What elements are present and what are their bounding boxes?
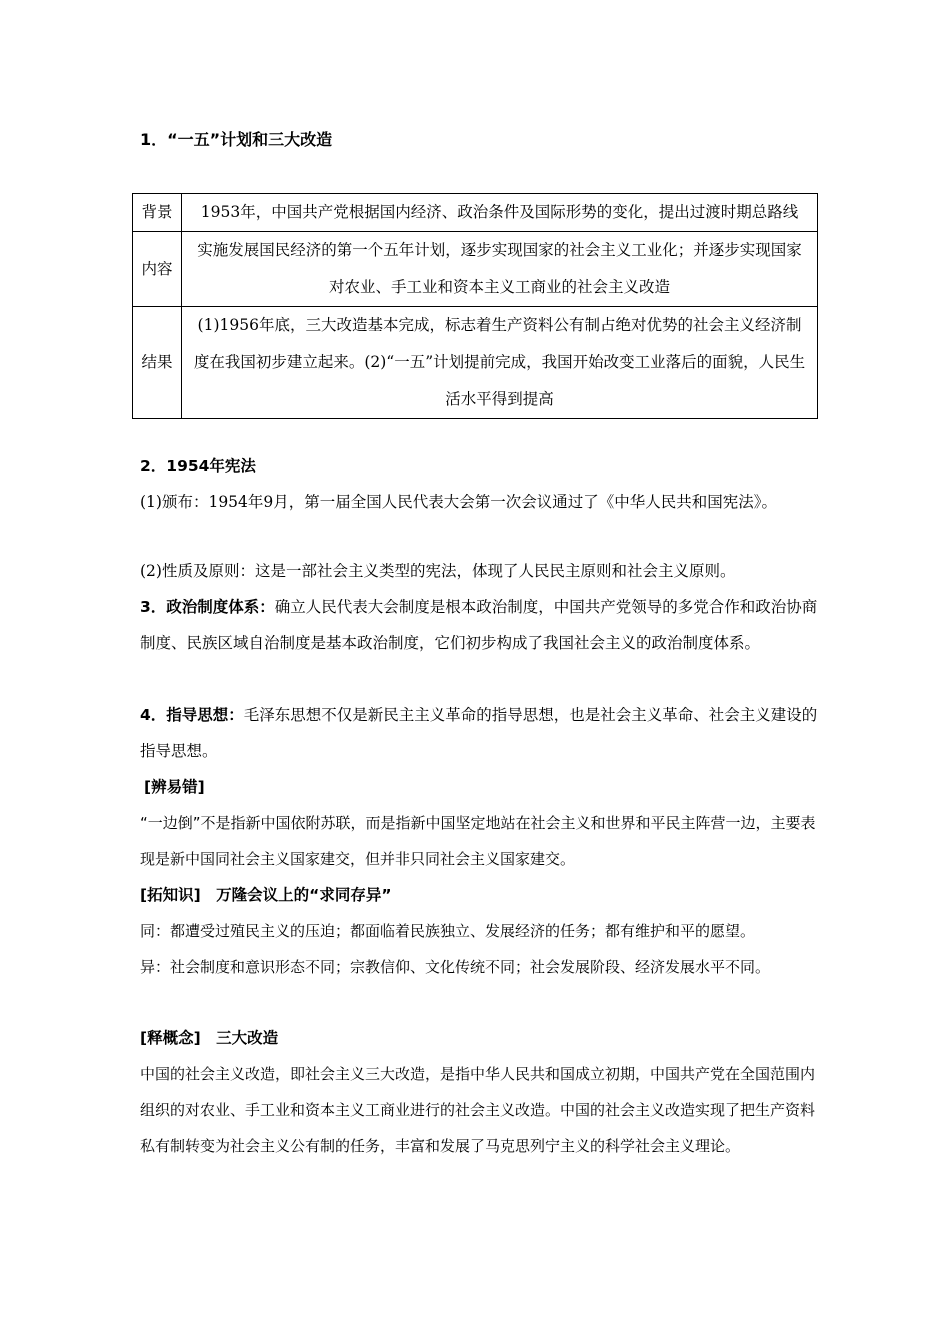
guiding-thought-paragraph xyxy=(140,697,822,769)
constitution-promulgation: (1)颁布：1954年9月，第一届全国人民代表大会第一次会议通过了《中华人民共和国宪法》。 xyxy=(140,493,778,511)
table-row xyxy=(133,307,818,419)
tuozhishi-diff: 异：社会制度和意识形态不同；宗教信仰、文化传统不同；社会发展阶段、经济发展水平不同。 xyxy=(140,958,771,976)
shigainian-text: 中国的社会主义改造，即社会主义三大改造，是指中华人民共和国成立初期，中国共产党在全国范围内组织的对农业、手工业和资本主义工商业进行的社会主义改造。中国的社会主义改造实现了把生产资料私有制转变为社会主义公有制的任务，丰富和发展了马克思列宁主义的科学社会主义理论。 xyxy=(140,1065,816,1155)
shigainian-title: [释概念] 三大改造 xyxy=(140,1029,279,1047)
political-system-paragraph xyxy=(140,589,822,661)
row-label-background: 背景 xyxy=(133,194,182,232)
constitution-nature: (2)性质及原则：这是一部社会主义类型的宪法，体现了人民民主原则和社会主义原则。 xyxy=(140,562,736,580)
row-label-content: 内容 xyxy=(133,232,182,307)
political-system-text: 确立人民代表大会制度是根本政治制度，中国共产党领导的多党合作和政治协商制度、民族区域自治制度是基本政治制度，它们初步构成了我国社会主义的政治制度体系。 xyxy=(140,598,818,652)
bianyicuo-text: “一边倒”不是指新中国依附苏联，而是指新中国坚定地站在社会主义和世界和平民主阵营一边，主要表现是新中国同社会主义国家建交，但并非只同社会主义国家建交。 xyxy=(140,814,816,868)
tuozhishi-title: [拓知识] 万隆会议上的“求同存异” xyxy=(140,886,392,904)
row-label-result: 结果 xyxy=(133,307,182,419)
section-heading-1: 1．“一五”计划和三大改造 xyxy=(140,130,333,149)
table-row xyxy=(133,194,818,232)
five-year-plan-table xyxy=(132,193,818,419)
guiding-thought-text: 毛泽东思想不仅是新民主主义革命的指导思想，也是社会主义革命、社会主义建设的指导思想。 xyxy=(140,706,818,760)
section-heading-4: 4．指导思想： xyxy=(140,706,244,724)
row-text-content: 实施发展国民经济的第一个五年计划，逐步实现国家的社会主义工业化；并逐步实现国家对农业、手工业和资本主义工商业的社会主义改造 xyxy=(182,232,818,307)
row-text-result: (1)1956年底，三大改造基本完成，标志着生产资料公有制占绝对优势的社会主义经济制度在我国初步建立起来。(2)“一五”计划提前完成，我国开始改变工业落后的面貌，人民生活水平得到提高 xyxy=(182,307,818,419)
row-text-background: 1953年，中国共产党根据国内经济、政治条件及国际形势的变化，提出过渡时期总路线 xyxy=(182,194,818,232)
section-heading-2: 2．1954年宪法 xyxy=(140,457,256,475)
tuozhishi-same: 同：都遭受过殖民主义的压迫；都面临着民族独立、发展经济的任务；都有维护和平的愿望。 xyxy=(140,922,756,940)
section-heading-3: 3．政治制度体系： xyxy=(140,598,275,616)
table-row xyxy=(133,232,818,307)
bianyicuo-title: [辨易错] xyxy=(144,778,205,796)
